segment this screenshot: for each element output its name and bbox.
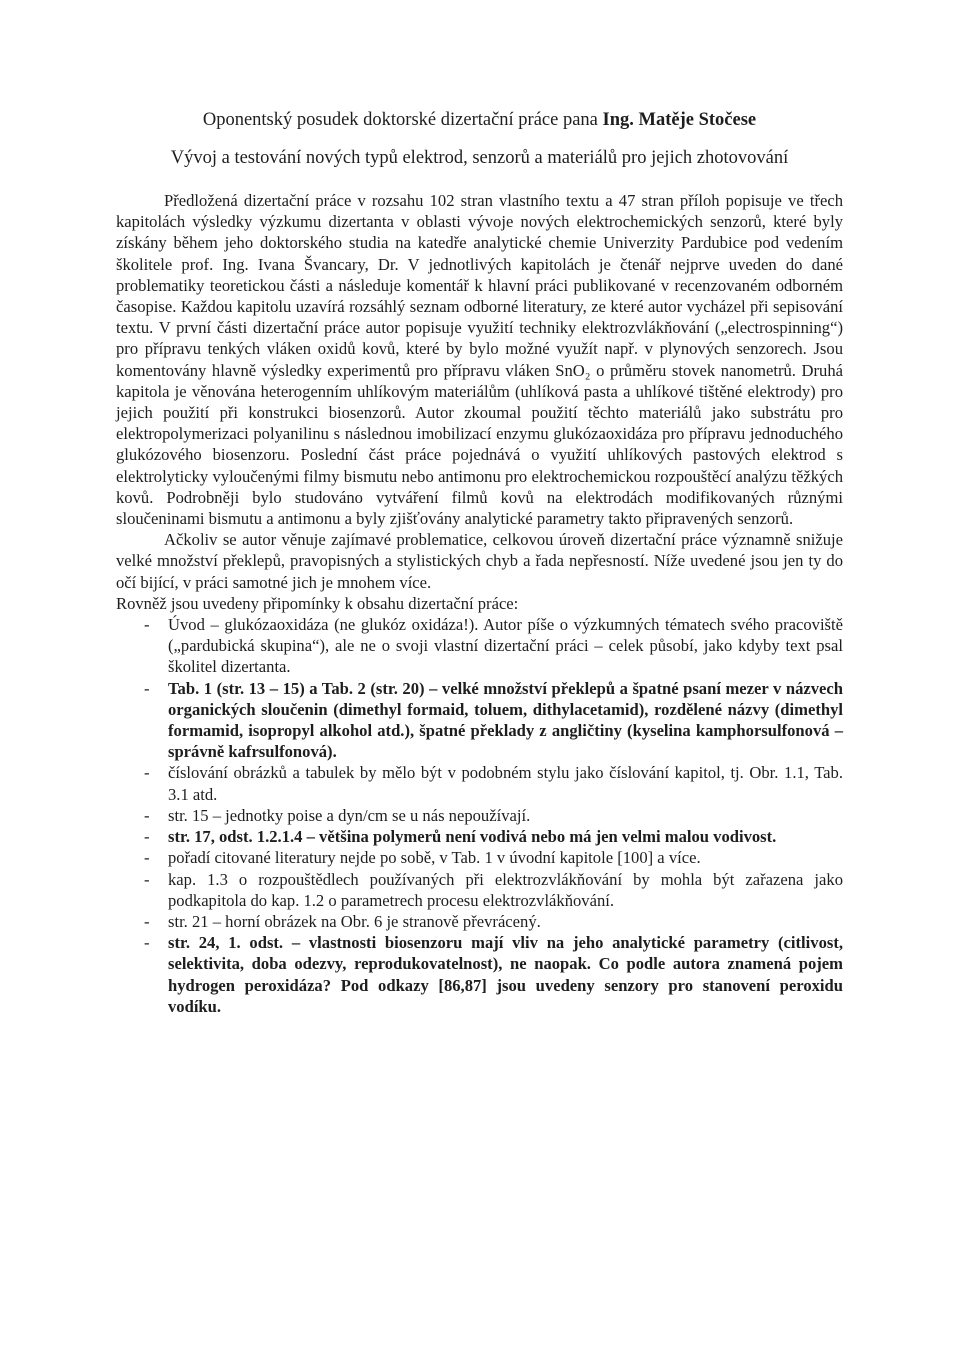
list-dash: - xyxy=(144,869,150,889)
remark-text: str. 17, odst. 1.2.1.4 – většina polymerů není vodivá nebo má jen velmi malou vodivost. xyxy=(168,827,777,847)
document-title xyxy=(116,108,843,132)
list-dash: - xyxy=(144,827,150,847)
list-dash: - xyxy=(144,933,150,953)
remark-text: kap. 1.3 o rozpouštědlech používaných při elektrozvlákňování by mohla být zařazena jako podkapitola do kap. 1.2 o parametrech procesu elektrozvlákňování. xyxy=(168,869,843,910)
thesis-title: Vývoj a testování nových typů elektrod, senzorů a materiálů pro jejich zhotovování xyxy=(170,148,789,168)
remark-item xyxy=(116,614,843,678)
list-dash: - xyxy=(144,848,150,868)
summary-paragraph: Předložená dizertační práce v rozsahu 102 stran vlastního textu a 47 stran příloh popisuje ve třech kapitolách výsledky výzkumu dizertanta v oblasti vývoje nových elektrochemických senzorů, které byly získány během jeho doktorského studia na katedře analytické chemie Univerzity Pardubice pod vedením školitele prof. Ing. Ivana Švancary, Dr. V jednotlivých kapitolách je čtenář nejprve uveden do dané problematiky teoretickou části a následuje komentář k hlavní práci publikované v recenzovaném odborném časopise. Každou kapitolu uzavírá rozsáhlý seznam odborné literatury, ze které autor vycházel při sepisování textu. V první části dizertační práce autor popisuje využití techniky elektrozvlákňování („electrospinning“) pro přípravu tenkých vláken oxidů kovů, které by bylo možné využít např. v plynových senzorech. Jsou komentovány hlavně výsledky experimentů pro přípravu vláken SnO₂ o průměru stovek nanometrů. Druhá kapitola je věnována heterogenním uhlíkovým materiálům (uhlíková pasta a uhlíkové tištěné elektrody) pro jejich použití při konstrukci biosenzorů. Autor zkoumal použití těchto materiálů jako substrátu pro elektropolymerizaci polyanilinu s následnou imobilizací enzymu glukózaoxidáza pro přípravu jednoduchého glukózového biosenzoru. Poslední část práce pojednává o využití uhlíkových pastových elektrod s elektrolyticky vyloučenými filmy bismutu nebo antimonu pro elektrochemickou rozpouštěcí analýzu těžkých kovů. Podrobněji bylo studováno vytváření filmů kovů na elektrodách modifikovaných různými sloučeninami bismutu a antimonu a byly zjišťovány analytické parametry takto připravených senzorů. xyxy=(116,191,843,529)
remarks-list xyxy=(116,614,843,1017)
candidate-name: Ing. Matěje Stočese xyxy=(602,110,757,130)
remark-text: číslování obrázků a tabulek by mělo být v podobném stylu jako číslování kapitol, tj. Obr. 1.1, Tab. 3.1 atd. xyxy=(168,763,843,804)
remark-item xyxy=(116,911,843,932)
remark-text: str. 21 – horní obrázek na Obr. 6 je stranově převrácený. xyxy=(168,911,541,931)
remark-item xyxy=(116,869,843,911)
title-prefix: Oponentský posudek doktorské dizertační práce pana xyxy=(202,110,603,130)
assessment-paragraph: Ačkoliv se autor věnuje zajímavé problematice, celkovou úroveň dizertační práce významně snižuje velké množství překlepů, pravopisných a stylistických chyb a řada nepřesností. Níže uvedené jsou jen ty do očí bijící, v práci samotné jich je mnohem více. xyxy=(116,530,843,592)
remark-text: Úvod – glukózaoxidáza (ne glukóz oxidáza!). Autor píše o výzkumných tématech svého pracoviště („pardubická skupina“), ale ne o svoji vlastní dizertační práci – celek působí, jako kdyby text psal školitel dizertanta. xyxy=(168,615,843,677)
remark-text: pořadí citované literatury nejde po sobě, v Tab. 1 v úvodní kapitole [100] a více. xyxy=(168,848,701,868)
document-content xyxy=(116,108,843,1017)
remark-item xyxy=(116,932,843,1017)
remark-text: str. 15 – jednotky poise a dyn/cm se u nás nepoužívají. xyxy=(168,805,531,825)
list-dash: - xyxy=(144,911,150,931)
remark-item xyxy=(116,826,843,847)
remark-item xyxy=(116,678,843,763)
list-dash: - xyxy=(144,763,150,783)
remark-item xyxy=(116,805,843,826)
remark-item xyxy=(116,847,843,868)
list-dash: - xyxy=(144,678,150,698)
remarks-intro: Rovněž jsou uvedeny připomínky k obsahu dizertační práce: xyxy=(116,593,519,613)
remark-item xyxy=(116,762,843,804)
list-dash: - xyxy=(144,615,150,635)
list-dash: - xyxy=(144,805,150,825)
remark-text: Tab. 1 (str. 13 – 15) a Tab. 2 (str. 20) – velké množství překlepů a špatné psaní mezer v názvech organických sloučenin (dimethyl formaid, toluem, dithylacetamid), rozdělené názvy (dimethyl formamid, isopropyl alkohol atd.), špatné překlady z angličtiny (kyselina kamphorsulfonová – správně kafrsulfonová). xyxy=(168,678,843,762)
remark-text: str. 24, 1. odst. – vlastnosti biosenzoru mají vliv na jeho analytické parametry (citlivost, selektivita, doba odezvy, reprodukovatelnost), ne naopak. Co podle autora znamená pojem hydrogen peroxidáza? Pod odkazy [86,87] jsou uvedeny senzory pro stanovení peroxidu vodíku. xyxy=(168,933,843,1016)
